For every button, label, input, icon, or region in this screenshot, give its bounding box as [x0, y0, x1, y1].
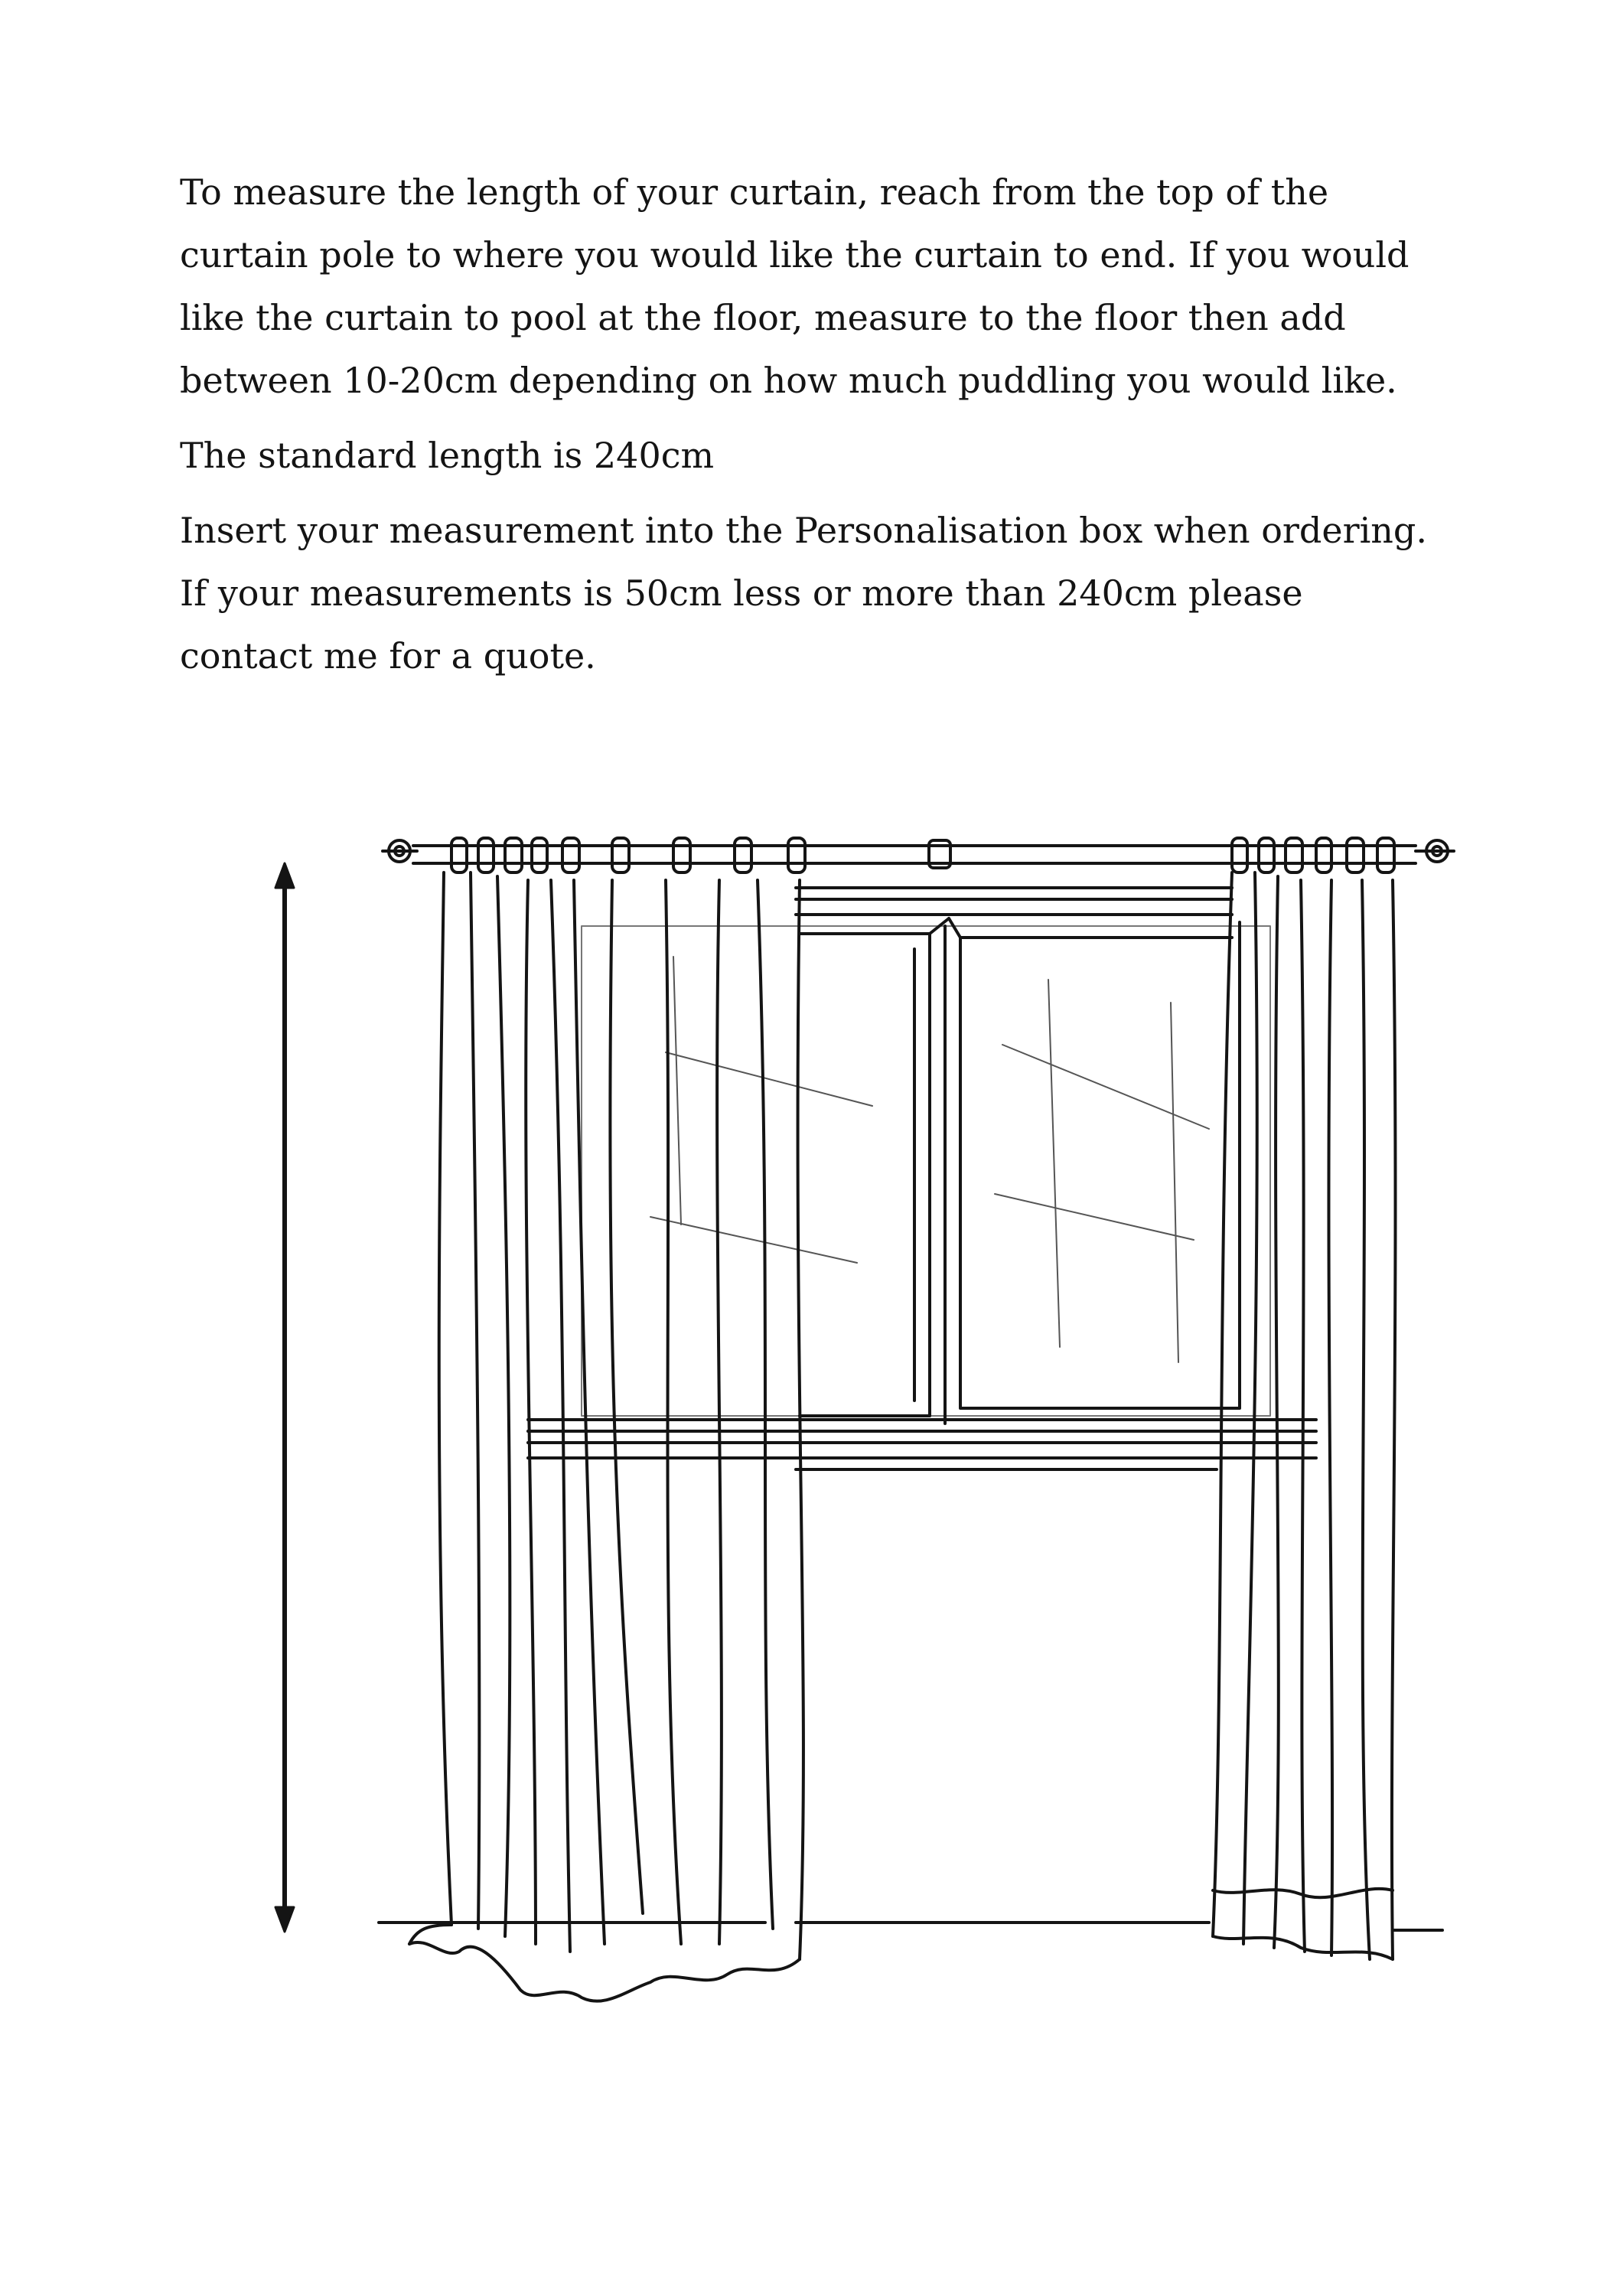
left-curtain-icon — [409, 872, 803, 2001]
curtain-pole-icon — [383, 838, 1454, 872]
measure-instructions: To measure the length of your curtain, reach from the top of the curtain pole to where you would like the curtain to end. If you would like the curtain to pool at the floor, measure to the floor then add between 10-20cm depending on how much puddling you would like. — [180, 171, 1410, 401]
measurement-arrow-icon — [275, 863, 294, 1932]
standard-length: The standard length is 240cm — [180, 435, 715, 476]
personalisation-instructions: Insert your measurement into the Personalisation box when ordering. If your measurements is 50cm less or more than 240cm please contact me for a quote. — [180, 510, 1427, 677]
window-frame-icon — [528, 888, 1316, 1469]
floor-line-icon — [379, 1923, 1442, 1930]
